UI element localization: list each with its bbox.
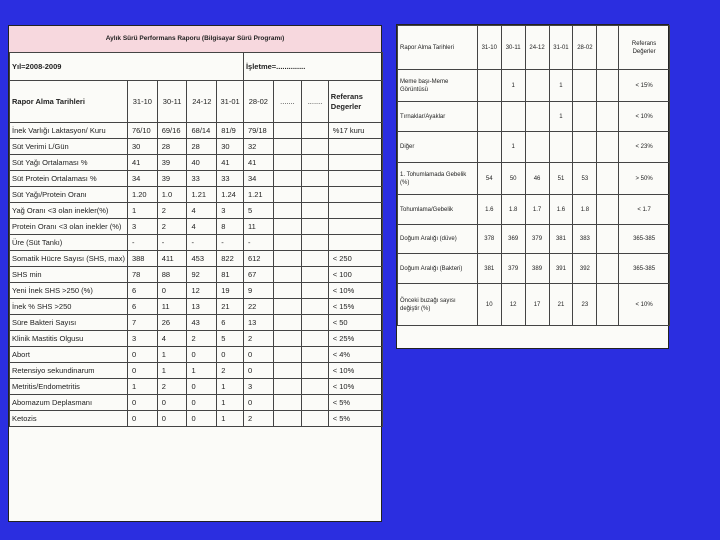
cell-value: - <box>127 235 157 251</box>
cell-value: 0 <box>243 395 273 411</box>
cell-value: 0 <box>157 283 187 299</box>
cell-ref <box>328 139 382 155</box>
cell-value: 0 <box>127 395 157 411</box>
cell-value: 9 <box>243 283 273 299</box>
cell-value: 40 <box>187 155 217 171</box>
cell-value: 81/9 <box>217 123 244 139</box>
header-date: 24-12 <box>525 26 549 70</box>
cell-value: 1 <box>217 411 244 427</box>
cell-value <box>501 102 525 132</box>
cell-value <box>525 132 549 163</box>
cell-value: 32 <box>243 139 273 155</box>
cell-value <box>302 187 329 203</box>
cell-value: 1 <box>549 70 573 102</box>
header-label: Rapor Alma Tarihleri <box>398 26 478 70</box>
row-label: Üre (Süt Tankı) <box>10 235 128 251</box>
cell-value: 1 <box>187 363 217 379</box>
cell-value: 26 <box>157 315 187 331</box>
cell-value: 12 <box>187 283 217 299</box>
cell-value: 53 <box>573 163 597 195</box>
table-row <box>10 395 383 411</box>
cell-value <box>273 299 301 315</box>
row-label: SHS min <box>10 267 128 283</box>
table-row <box>398 225 670 254</box>
table-row <box>10 363 383 379</box>
cell-value: 1.0 <box>157 187 187 203</box>
cell-value: 1 <box>127 379 157 395</box>
cell-value: 822 <box>217 251 244 267</box>
table-row <box>398 132 670 163</box>
cell-value <box>273 155 301 171</box>
cell-value: 0 <box>187 411 217 427</box>
row-label: İnek % SHS >250 <box>10 299 128 315</box>
cell-value <box>273 395 301 411</box>
cell-value: 33 <box>217 171 244 187</box>
cell-value: 1 <box>501 132 525 163</box>
cell-value: 1.24 <box>217 187 244 203</box>
cell-value: - <box>243 235 273 251</box>
cell-value: 379 <box>525 225 549 254</box>
cell-value: 4 <box>187 219 217 235</box>
cell-value <box>477 70 501 102</box>
header-date: 31-10 <box>127 81 157 123</box>
cell-value: 51 <box>549 163 573 195</box>
header-date: 24-12 <box>187 81 217 123</box>
row-label: Somatik Hücre Sayısı (SHS, max) <box>10 251 128 267</box>
cell-value: 41 <box>127 155 157 171</box>
table-row <box>10 379 383 395</box>
cell-value: - <box>187 235 217 251</box>
cell-value: 0 <box>127 347 157 363</box>
cell-value: 79/18 <box>243 123 273 139</box>
cell-value: 33 <box>187 171 217 187</box>
row-label: Abort <box>10 347 128 363</box>
cell-value <box>302 155 329 171</box>
cell-value: 1 <box>549 102 573 132</box>
cell-value: 69/16 <box>157 123 187 139</box>
cell-value: 1.8 <box>573 195 597 225</box>
cell-value <box>477 102 501 132</box>
cell-value <box>273 379 301 395</box>
left-report-page <box>8 25 382 522</box>
cell-value: 11 <box>243 219 273 235</box>
cell-value: 50 <box>501 163 525 195</box>
cell-value: 2 <box>187 331 217 347</box>
cell-ref <box>328 203 382 219</box>
cell-value: 453 <box>187 251 217 267</box>
cell-ref: < 15% <box>619 70 670 102</box>
cell-value: 392 <box>573 254 597 284</box>
cell-value <box>302 315 329 331</box>
cell-value: 0 <box>157 411 187 427</box>
header-date: 28-02 <box>573 26 597 70</box>
cell-ref: < 100 <box>328 267 382 283</box>
cell-value <box>273 267 301 283</box>
cell-ref <box>328 171 382 187</box>
cell-value <box>273 187 301 203</box>
table-row <box>398 284 670 326</box>
cell-ref: < 10% <box>619 102 670 132</box>
cell-ref: < 15% <box>328 299 382 315</box>
farm-label: İşletme=.............. <box>243 53 382 81</box>
cell-value: 12 <box>501 284 525 326</box>
row-label: Tohumlama/Gebelik <box>398 195 478 225</box>
cell-ref: < 25% <box>328 331 382 347</box>
cell-ref: 365-385 <box>619 225 670 254</box>
cell-value: 0 <box>187 395 217 411</box>
row-label: Metritis/Endometritis <box>10 379 128 395</box>
cell-value: 381 <box>549 225 573 254</box>
row-label: Ketozis <box>10 411 128 427</box>
right-report-table <box>397 25 670 326</box>
table-row <box>10 331 383 347</box>
cell-value <box>597 163 619 195</box>
header-date: 31-01 <box>217 81 244 123</box>
header-date: ....... <box>273 81 301 123</box>
table-row <box>10 203 383 219</box>
cell-value: 10 <box>477 284 501 326</box>
cell-value: 21 <box>549 284 573 326</box>
cell-value: 30 <box>127 139 157 155</box>
cell-value <box>597 284 619 326</box>
cell-value <box>273 283 301 299</box>
cell-value: 0 <box>217 347 244 363</box>
cell-value: 5 <box>217 331 244 347</box>
cell-value: 76/10 <box>127 123 157 139</box>
cell-value: 1 <box>157 363 187 379</box>
header-date: 30-11 <box>501 26 525 70</box>
cell-ref: < 23% <box>619 132 670 163</box>
cell-value: 88 <box>157 267 187 283</box>
header-ref: Referans Degerler <box>328 81 382 123</box>
cell-value <box>597 195 619 225</box>
cell-value: 30 <box>217 139 244 155</box>
cell-value <box>273 171 301 187</box>
cell-value <box>302 139 329 155</box>
cell-value: 2 <box>243 411 273 427</box>
table-row <box>10 123 383 139</box>
cell-value <box>302 251 329 267</box>
cell-value: 1 <box>501 70 525 102</box>
table-row <box>10 187 383 203</box>
cell-value <box>302 379 329 395</box>
cell-value <box>597 102 619 132</box>
cell-ref: < 10% <box>328 363 382 379</box>
table-row <box>10 267 383 283</box>
cell-value: 21 <box>217 299 244 315</box>
cell-value <box>273 251 301 267</box>
cell-value: 8 <box>217 219 244 235</box>
header-date: 28-02 <box>243 81 273 123</box>
header-date: 31-01 <box>549 26 573 70</box>
cell-value: 1.21 <box>187 187 217 203</box>
row-label: Yağ Oranı <3 olan inekler(%) <box>10 203 128 219</box>
cell-value <box>302 283 329 299</box>
cell-value: 46 <box>525 163 549 195</box>
cell-ref: < 50 <box>328 315 382 331</box>
table-row <box>398 163 670 195</box>
cell-value <box>525 70 549 102</box>
cell-value <box>597 254 619 284</box>
row-label: Süt Yağı/Protein Oranı <box>10 187 128 203</box>
row-label: Önceki buzağı sayısı değiştir (%) <box>398 284 478 326</box>
cell-value <box>273 203 301 219</box>
cell-value: 378 <box>477 225 501 254</box>
cell-value: 11 <box>157 299 187 315</box>
cell-value: 4 <box>187 203 217 219</box>
cell-value <box>273 219 301 235</box>
cell-value: 0 <box>127 411 157 427</box>
cell-ref: < 10% <box>619 284 670 326</box>
report-title: Aylık Sürü Performans Raporu (Bilgisayar Sürü Programı) <box>9 26 381 53</box>
cell-value <box>597 132 619 163</box>
cell-value: 3 <box>127 331 157 347</box>
cell-value: 23 <box>573 284 597 326</box>
table-row <box>10 139 383 155</box>
cell-value: 2 <box>157 203 187 219</box>
cell-value: 1.20 <box>127 187 157 203</box>
cell-ref <box>328 155 382 171</box>
cell-value <box>302 363 329 379</box>
cell-value: 3 <box>127 219 157 235</box>
cell-value <box>273 331 301 347</box>
cell-ref: < 5% <box>328 411 382 427</box>
cell-value: 1.6 <box>477 195 501 225</box>
cell-ref: < 5% <box>328 395 382 411</box>
row-label: Protein Oranı <3 olan inekler (%) <box>10 219 128 235</box>
table-row <box>10 171 383 187</box>
cell-value <box>302 299 329 315</box>
cell-value: 1.8 <box>501 195 525 225</box>
year-label: Yıl=2008-2009 <box>10 53 244 81</box>
row-label: Süt Protein Ortalaması % <box>10 171 128 187</box>
row-label: Süt Yağı Ortalaması % <box>10 155 128 171</box>
cell-ref <box>328 187 382 203</box>
cell-value: 41 <box>243 155 273 171</box>
cell-value: 6 <box>217 315 244 331</box>
cell-value <box>477 132 501 163</box>
header-date <box>597 26 619 70</box>
cell-value: 612 <box>243 251 273 267</box>
cell-value <box>302 123 329 139</box>
cell-value <box>302 219 329 235</box>
cell-value: 81 <box>217 267 244 283</box>
cell-value: 43 <box>187 315 217 331</box>
cell-value: 383 <box>573 225 597 254</box>
cell-value: 92 <box>187 267 217 283</box>
cell-value <box>273 363 301 379</box>
cell-value: 5 <box>243 203 273 219</box>
table-row <box>10 299 383 315</box>
row-label: Doğum Aralığı (düve) <box>398 225 478 254</box>
cell-ref: 365-385 <box>619 254 670 284</box>
cell-value <box>273 411 301 427</box>
row-label: 1. Tohumlamada Gebelik (%) <box>398 163 478 195</box>
cell-value <box>273 347 301 363</box>
cell-value: 1.21 <box>243 187 273 203</box>
cell-value: 2 <box>243 331 273 347</box>
cell-ref: %17 kuru <box>328 123 382 139</box>
cell-value: 381 <box>477 254 501 284</box>
cell-value <box>525 102 549 132</box>
cell-value: 6 <box>127 299 157 315</box>
cell-value: - <box>157 235 187 251</box>
cell-value <box>273 315 301 331</box>
cell-value: 0 <box>127 363 157 379</box>
table-row <box>398 102 670 132</box>
cell-value <box>573 70 597 102</box>
cell-value: 54 <box>477 163 501 195</box>
table-row <box>10 155 383 171</box>
header-date: 31-10 <box>477 26 501 70</box>
cell-value: 0 <box>157 395 187 411</box>
cell-value: 1 <box>157 347 187 363</box>
table-row <box>398 70 670 102</box>
row-label: Retensiyo sekundinarum <box>10 363 128 379</box>
left-report-table <box>9 52 383 427</box>
table-row <box>10 411 383 427</box>
cell-value: 19 <box>217 283 244 299</box>
cell-value: 28 <box>157 139 187 155</box>
cell-value: 39 <box>157 155 187 171</box>
cell-value: 1 <box>127 203 157 219</box>
cell-value <box>597 225 619 254</box>
row-label: Klinik Mastitis Olgusu <box>10 331 128 347</box>
row-label: Meme başı-Meme Görüntüsü <box>398 70 478 102</box>
row-label: Süt Verimi L/Gün <box>10 139 128 155</box>
cell-value: 388 <box>127 251 157 267</box>
cell-value: 2 <box>157 379 187 395</box>
header-row <box>398 26 670 70</box>
cell-value <box>573 132 597 163</box>
cell-value <box>302 171 329 187</box>
cell-value: 391 <box>549 254 573 284</box>
cell-ref: < 1.7 <box>619 195 670 225</box>
cell-value: 39 <box>157 171 187 187</box>
cell-value: 3 <box>217 203 244 219</box>
cell-value: 3 <box>243 379 273 395</box>
cell-value: 13 <box>243 315 273 331</box>
cell-value: 41 <box>217 155 244 171</box>
cell-value: 1.7 <box>525 195 549 225</box>
cell-ref <box>328 235 382 251</box>
row-label: Tırnaklar/Ayaklar <box>398 102 478 132</box>
cell-ref: < 4% <box>328 347 382 363</box>
cell-ref: < 250 <box>328 251 382 267</box>
cell-value <box>573 102 597 132</box>
table-row <box>10 235 383 251</box>
cell-value: 13 <box>187 299 217 315</box>
cell-value: 1 <box>217 395 244 411</box>
cell-value <box>273 139 301 155</box>
row-label: Süre Bakteri Sayısı <box>10 315 128 331</box>
header-ref: Referans Değerler <box>619 26 670 70</box>
header-row <box>10 81 383 123</box>
table-row <box>10 347 383 363</box>
table-row <box>10 283 383 299</box>
cell-value: 389 <box>525 254 549 284</box>
cell-value: 6 <box>127 283 157 299</box>
cell-value: 0 <box>243 363 273 379</box>
table-row <box>398 254 670 284</box>
header-date: 30-11 <box>157 81 187 123</box>
cell-value: 411 <box>157 251 187 267</box>
cell-value <box>273 123 301 139</box>
row-label: Yeni İnek SHS >250 (%) <box>10 283 128 299</box>
cell-value: 2 <box>157 219 187 235</box>
cell-value <box>302 235 329 251</box>
cell-value <box>302 347 329 363</box>
cell-value: 7 <box>127 315 157 331</box>
cell-value <box>302 267 329 283</box>
cell-ref: < 10% <box>328 379 382 395</box>
cell-value: 0 <box>187 347 217 363</box>
table-row <box>10 315 383 331</box>
cell-value: 17 <box>525 284 549 326</box>
row-label: İnek Varlığı Laktasyon/ Kuru <box>10 123 128 139</box>
table-row <box>10 219 383 235</box>
cell-value: 369 <box>501 225 525 254</box>
cell-value: 1.6 <box>549 195 573 225</box>
year-row <box>10 53 383 81</box>
cell-value <box>302 395 329 411</box>
header-label: Rapor Alma Tarihleri <box>10 81 128 123</box>
cell-value: 78 <box>127 267 157 283</box>
cell-value <box>302 411 329 427</box>
table-row <box>398 195 670 225</box>
cell-value: 34 <box>243 171 273 187</box>
row-label: Doğum Aralığı (Bakteri) <box>398 254 478 284</box>
cell-value: 22 <box>243 299 273 315</box>
cell-value: 68/14 <box>187 123 217 139</box>
cell-value <box>597 70 619 102</box>
cell-value <box>549 132 573 163</box>
cell-value: 379 <box>501 254 525 284</box>
cell-ref: < 10% <box>328 283 382 299</box>
cell-value: 0 <box>243 347 273 363</box>
cell-ref <box>328 219 382 235</box>
cell-value <box>302 331 329 347</box>
header-date: ....... <box>302 81 329 123</box>
cell-value: 34 <box>127 171 157 187</box>
right-report-page <box>396 24 669 349</box>
cell-value: 28 <box>187 139 217 155</box>
row-label: Diğer <box>398 132 478 163</box>
cell-value <box>273 235 301 251</box>
cell-value <box>302 203 329 219</box>
table-row <box>10 251 383 267</box>
cell-ref: > 50% <box>619 163 670 195</box>
cell-value: 67 <box>243 267 273 283</box>
cell-value: 0 <box>187 379 217 395</box>
cell-value: 4 <box>157 331 187 347</box>
cell-value: 1 <box>217 379 244 395</box>
cell-value: - <box>217 235 244 251</box>
row-label: Abomazum Deplasmanı <box>10 395 128 411</box>
cell-value: 2 <box>217 363 244 379</box>
